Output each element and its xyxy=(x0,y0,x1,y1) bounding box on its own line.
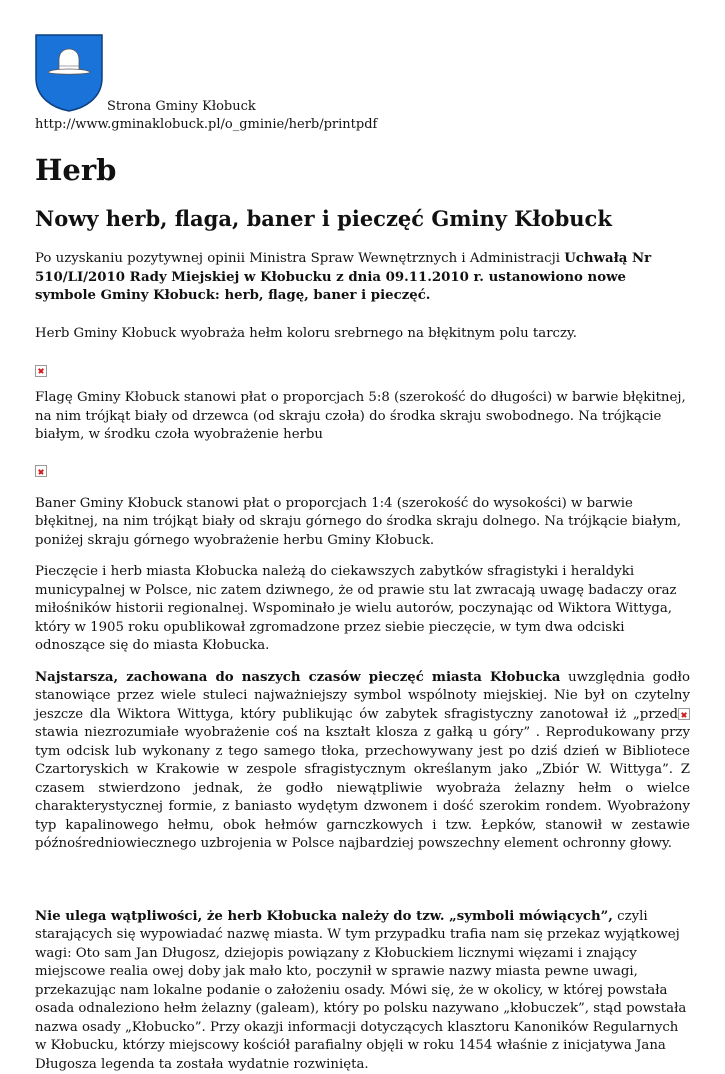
paragraph-oldest-seal xyxy=(35,669,690,854)
paragraph-text: Po uzyskaniu pozytywnej opinii Ministra Spraw Wewnętrznych i Administracji xyxy=(35,251,564,266)
oldest-seal-bold-text: Najstarsza, zachowana do naszych czasów pieczęć miasta Kłobucka xyxy=(35,670,560,685)
paragraph-seals-history: Pieczęcie i herb miasta Kłobucka należą do ciekawszych zabytków sfragistyki i heraldyki municypalnej w Polsce, nic zatem dziwnego, że od prawie stu lat zwracają uwagę badaczy oraz miłośników historii regionalnej. Wspominało je wielu autorów, poczynając od Wiktora Wittyga, który w 1905 roku opublikował zgromadzone przez siebie pieczęcie, w tym dwa odciski odnoszące się do miasta Kłobucka. xyxy=(35,563,690,656)
paragraph-text: stawia niezrozumiałe wyobrażenie coś na kształt klosza z gałką u góry” . Reprodukowany przy tym odcisk lub wykonany z tego samego tłoka, przechowywany jest po dziś dzień w Bibliotece Czartoryskich w Krakowie w zespole sfragistycznym określanym jako „Zbiór W. Wittyga”. Z czasem stwierdzono jednak, że godło niewątpliwie wyobraża żelazny hełm o wielce charakterystycznej formie, z baniasto wydętym dzwonem i dość szerokim rondem. Wyobrażony typ kapalinowego hełmu, obok hełmów garnczkowych i tzw. Łepków, stanowił w zestawie późnośredniowiecznego uzbrojenia w Polsce najbardziej powszechny element ochronny głowy. xyxy=(35,725,690,851)
paragraph-flag-description: Flagę Gminy Kłobuck stanowi płat o proporcjach 5:8 (szerokość do długości) w barwie błękitnej, na nim trójkąt biały od drzewca (od skraju czoła) do środka skraju swobodnego. Na trójkącie białym, w środku czoła wyobrażenie herbu xyxy=(35,389,690,445)
herb-image xyxy=(35,360,690,374)
page-url: http://www.gminaklobuck.pl/o_gminie/herb/printpdf xyxy=(35,117,377,133)
coat-of-arms-icon xyxy=(35,34,103,112)
broken-image-icon xyxy=(35,365,47,377)
paragraph-text: uwzględnia godło stanowiące przez wiele stuleci najważniejszy symbol wspólnoty miejskiej. Nie był on czytelny jeszcze dla Wiktora Wittyga, który publikując ów zabytek sfragistyczny zanotował iż „przed xyxy=(35,670,690,722)
paragraph-banner-description: Baner Gminy Kłobuck stanowi płat o proporcjach 1:4 (szerokość do wysokości) w barwie błękitnej, na nim trójkąt biały od skraju górnego do środka skraju dolnego. Na trójkącie białym, poniżej skraju górnego wyobrażenie herbu Gminy Kłobuck. xyxy=(35,495,690,551)
broken-image-icon xyxy=(35,465,47,477)
speaking-symbols-bold-text: Nie ulega wątpliwości, że herb Kłobucka należy do tzw. „symboli mówiących”, xyxy=(35,909,613,924)
flag-image xyxy=(35,461,690,475)
paragraph-text: czyli starających się wypowiadać nazwę miasta. W tym przypadku trafia nam się przekaz wyjątkowej wagi: Oto sam Jan Długosz, dziejopis powiązany z Kłobuckiem licznymi więzami i znający miejscowe realia owej doby jak mało kto, poczynił w sprawie nazwy miasta pewne uwagi, przekazując nam lokalne podanie o założeniu osady. Mówi się, że w okolicy, w której powstała osada odnaleziono hełm żelazny (galeam), który po polsku nazywano „kłobuczek”, stąd powstała nazwa osady „Kłobucko”. Przy okazji informacji dotyczących klasztoru Kanoników Regularnych w Kłobucku, którzy miejscowy kościół parafialny objęli w roku 1454 właśnie z inicjatywa Jana Długosza legenda ta została wydatnie rozwinięta. xyxy=(35,909,686,1072)
broken-image-icon xyxy=(678,708,690,720)
paragraph-speaking-symbols xyxy=(35,908,690,1074)
paragraph-herb-description: Herb Gminy Kłobuck wyobraża hełm koloru srebrnego na błękitnym polu tarczy. xyxy=(35,325,690,344)
site-name: Strona Gminy Kłobuck xyxy=(107,99,256,115)
page-subtitle: Nowy herb, flaga, baner i pieczęć Gminy Kłobuck xyxy=(35,205,690,233)
page-title: Herb xyxy=(35,152,690,188)
resolution-bold-text: Uchwałą Nr 510/LI/2010 Rady Miejskiej w Kłobucku z dnia 09.11.2010 r. ustanowiono nowe symbole Gminy Kłobuck: herb, flagę, baner i pieczęć. xyxy=(35,251,651,303)
document-page xyxy=(35,34,690,1074)
paragraph-resolution xyxy=(35,250,690,306)
page-header xyxy=(35,34,690,132)
